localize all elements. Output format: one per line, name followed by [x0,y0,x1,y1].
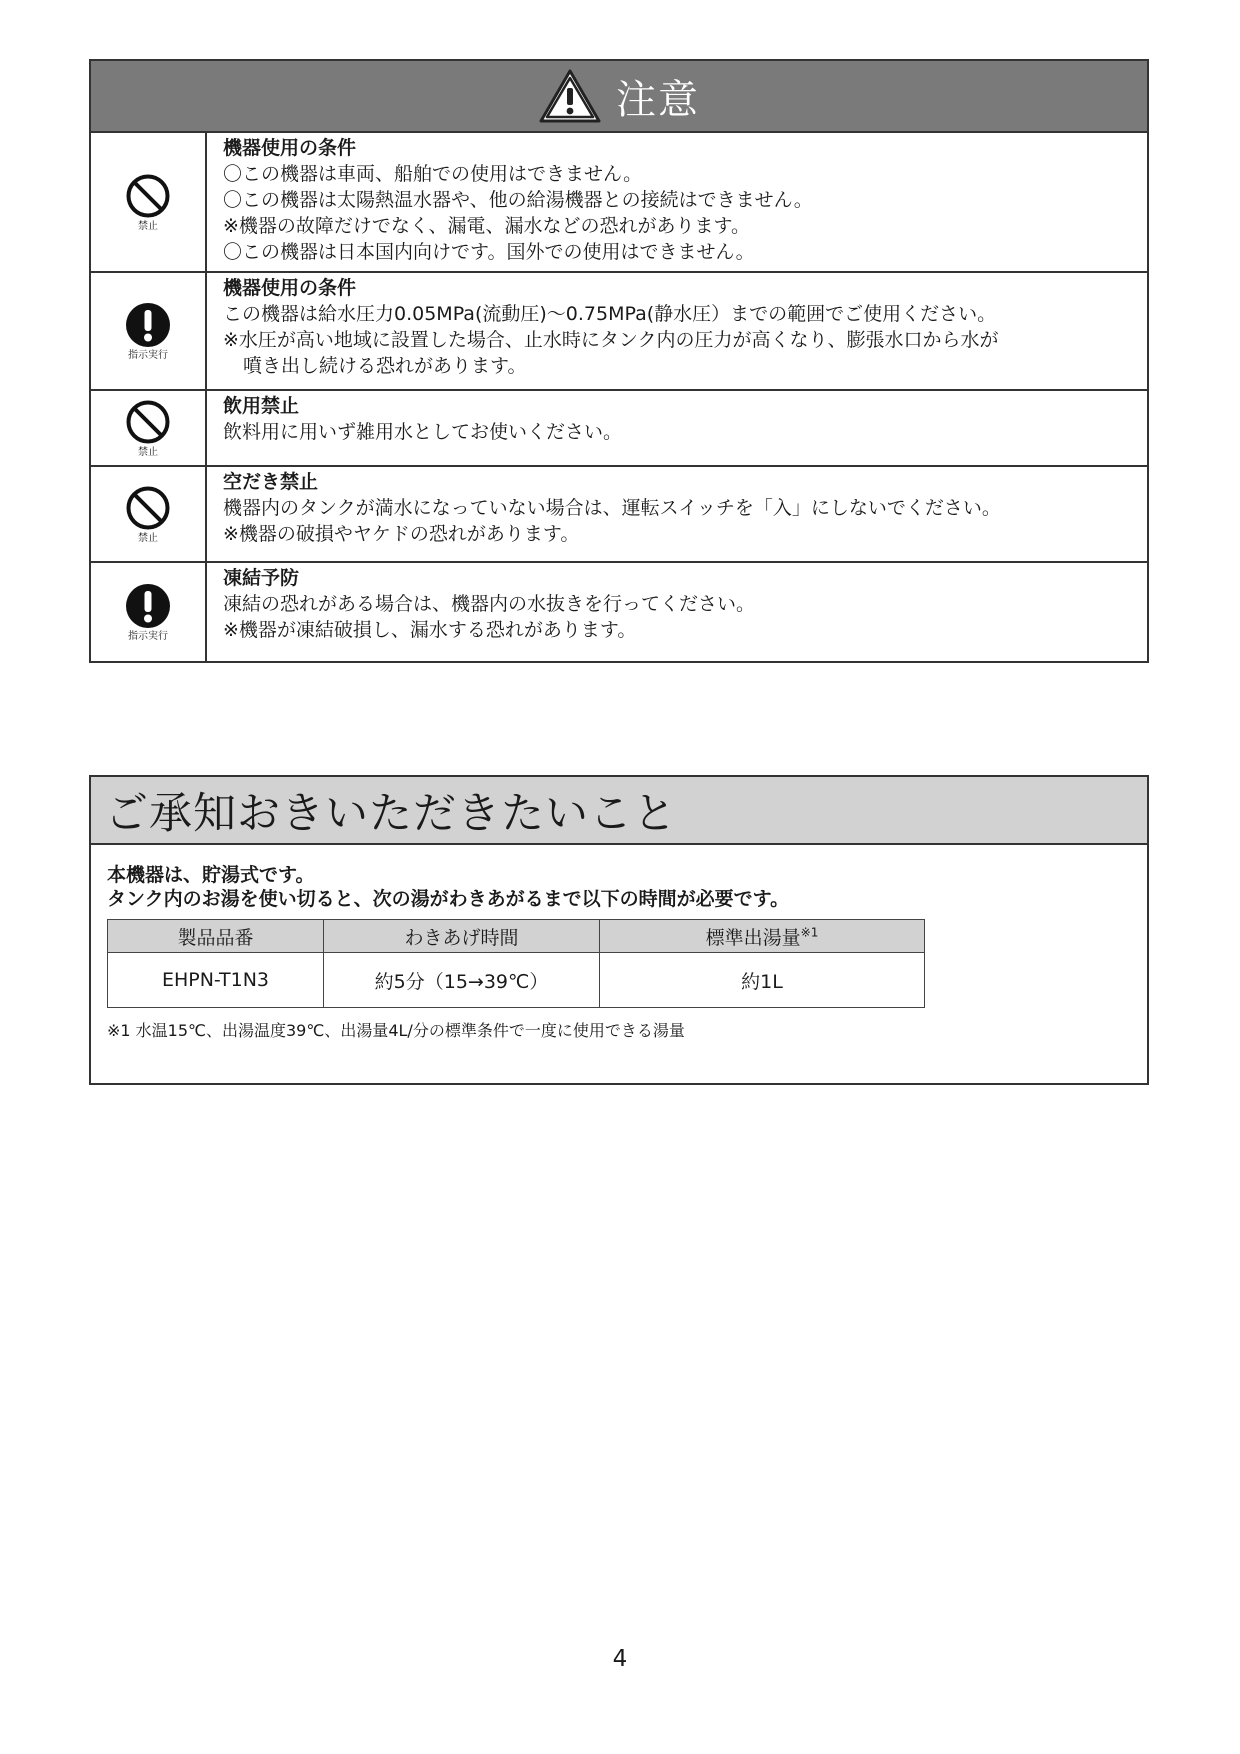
row-title: 飲用禁止 [223,395,300,417]
notice-line: タンク内のお湯を使い切ると、次の湯がわきあがるまで以下の時間が必要です。 [107,888,790,910]
caution-text-cell [207,467,1011,561]
notice-line: 本機器は、貯湯式です。 [107,864,315,886]
row-line: ※水圧が高い地域に設置した場合、止水時にタンク内の圧力が高くなり、膨張水口から水が [223,329,999,351]
caution-text-cell [207,273,1009,389]
caution-box [89,59,1149,663]
caution-icon-cell [91,273,207,389]
icon-label: 指示実行 [128,630,168,642]
header-heating-time: わきあげ時間 [324,920,600,953]
caution-icon-cell [91,467,207,561]
mandatory-action-icon [125,302,171,348]
caution-row [91,563,1147,661]
spec-table [107,919,925,1008]
icon-label: 禁止 [138,220,158,232]
row-line: この機器は給水圧力0.05MPa(流動圧)～0.75MPa(静水圧）までの範囲でご使用ください。 [223,303,997,325]
caution-text-cell [207,563,765,661]
row-line: ※機器が凍結破損し、漏水する恐れがあります。 [223,619,637,641]
prohibition-icon [125,485,171,531]
page-number: 4 [612,1646,628,1672]
row-line: 〇この機器は車両、船舶での使用はできません。 [223,163,643,185]
cell-standard-output: 約1L [600,953,925,1008]
caution-row [91,391,1147,467]
prohibition-icon [125,173,171,219]
caution-row [91,133,1147,273]
row-line: 飲料用に用いず雑用水としてお使いください。 [223,421,623,443]
row-title: 凍結予防 [223,567,300,589]
caution-icon-cell [91,563,207,661]
row-line: 〇この機器は太陽熱温水器や、他の給湯機器との接続はできません。 [223,189,813,211]
table-row [108,953,925,1008]
header-standard-output: 標準出湯量$^{※1}$ [600,920,925,953]
caution-header [91,61,1147,133]
notice-title: ご承知おきいただきたいこと [105,788,677,839]
row-line: ※機器の破損やヤケドの恐れがあります。 [223,523,580,545]
caution-row [91,467,1147,563]
notice-header [91,777,1147,845]
header-note: ※1 [800,925,819,940]
row-title: 機器使用の条件 [223,137,357,159]
notice-body [91,845,1147,1041]
row-line: 凍結の恐れがある場合は、機器内の水抜きを行ってください。 [223,593,756,615]
row-line: ※機器の故障だけでなく、漏電、漏水などの恐れがあります。 [223,215,751,237]
spec-header-row [108,920,925,953]
caution-text-cell [207,391,632,465]
row-title: 機器使用の条件 [223,277,357,299]
footnote: ※1 水温15℃、出湯温度39℃、出湯量4L/分の標準条件で一度に使用できる湯量 [107,1021,685,1040]
caution-title: 注意 [616,76,700,123]
row-line: 〇この機器は日本国内向けです。国外での使用はできません。 [223,241,755,263]
row-line: 噴き出し続ける恐れがあります。 [243,355,527,377]
icon-label: 禁止 [138,532,158,544]
cell-heating-time: 約5分（15→39℃） [324,953,600,1008]
caution-row [91,273,1147,391]
row-title: 空だき禁止 [223,471,319,493]
header-product-number: 製品品番 [108,920,324,953]
icon-label: 禁止 [138,446,158,458]
icon-label: 指示実行 [128,349,168,361]
prohibition-icon [125,399,171,445]
caution-icon-cell [91,391,207,465]
warning-triangle-icon [538,68,602,124]
mandatory-action-icon [125,583,171,629]
caution-icon-cell [91,133,207,271]
notice-box [89,775,1149,1085]
caution-text-cell [207,133,823,271]
cell-product-number: EHPN-T1N3 [108,953,324,1008]
row-line: 機器内のタンクが満水になっていない場合は、運転スイッチを「入」にしないでください。 [223,497,1001,519]
